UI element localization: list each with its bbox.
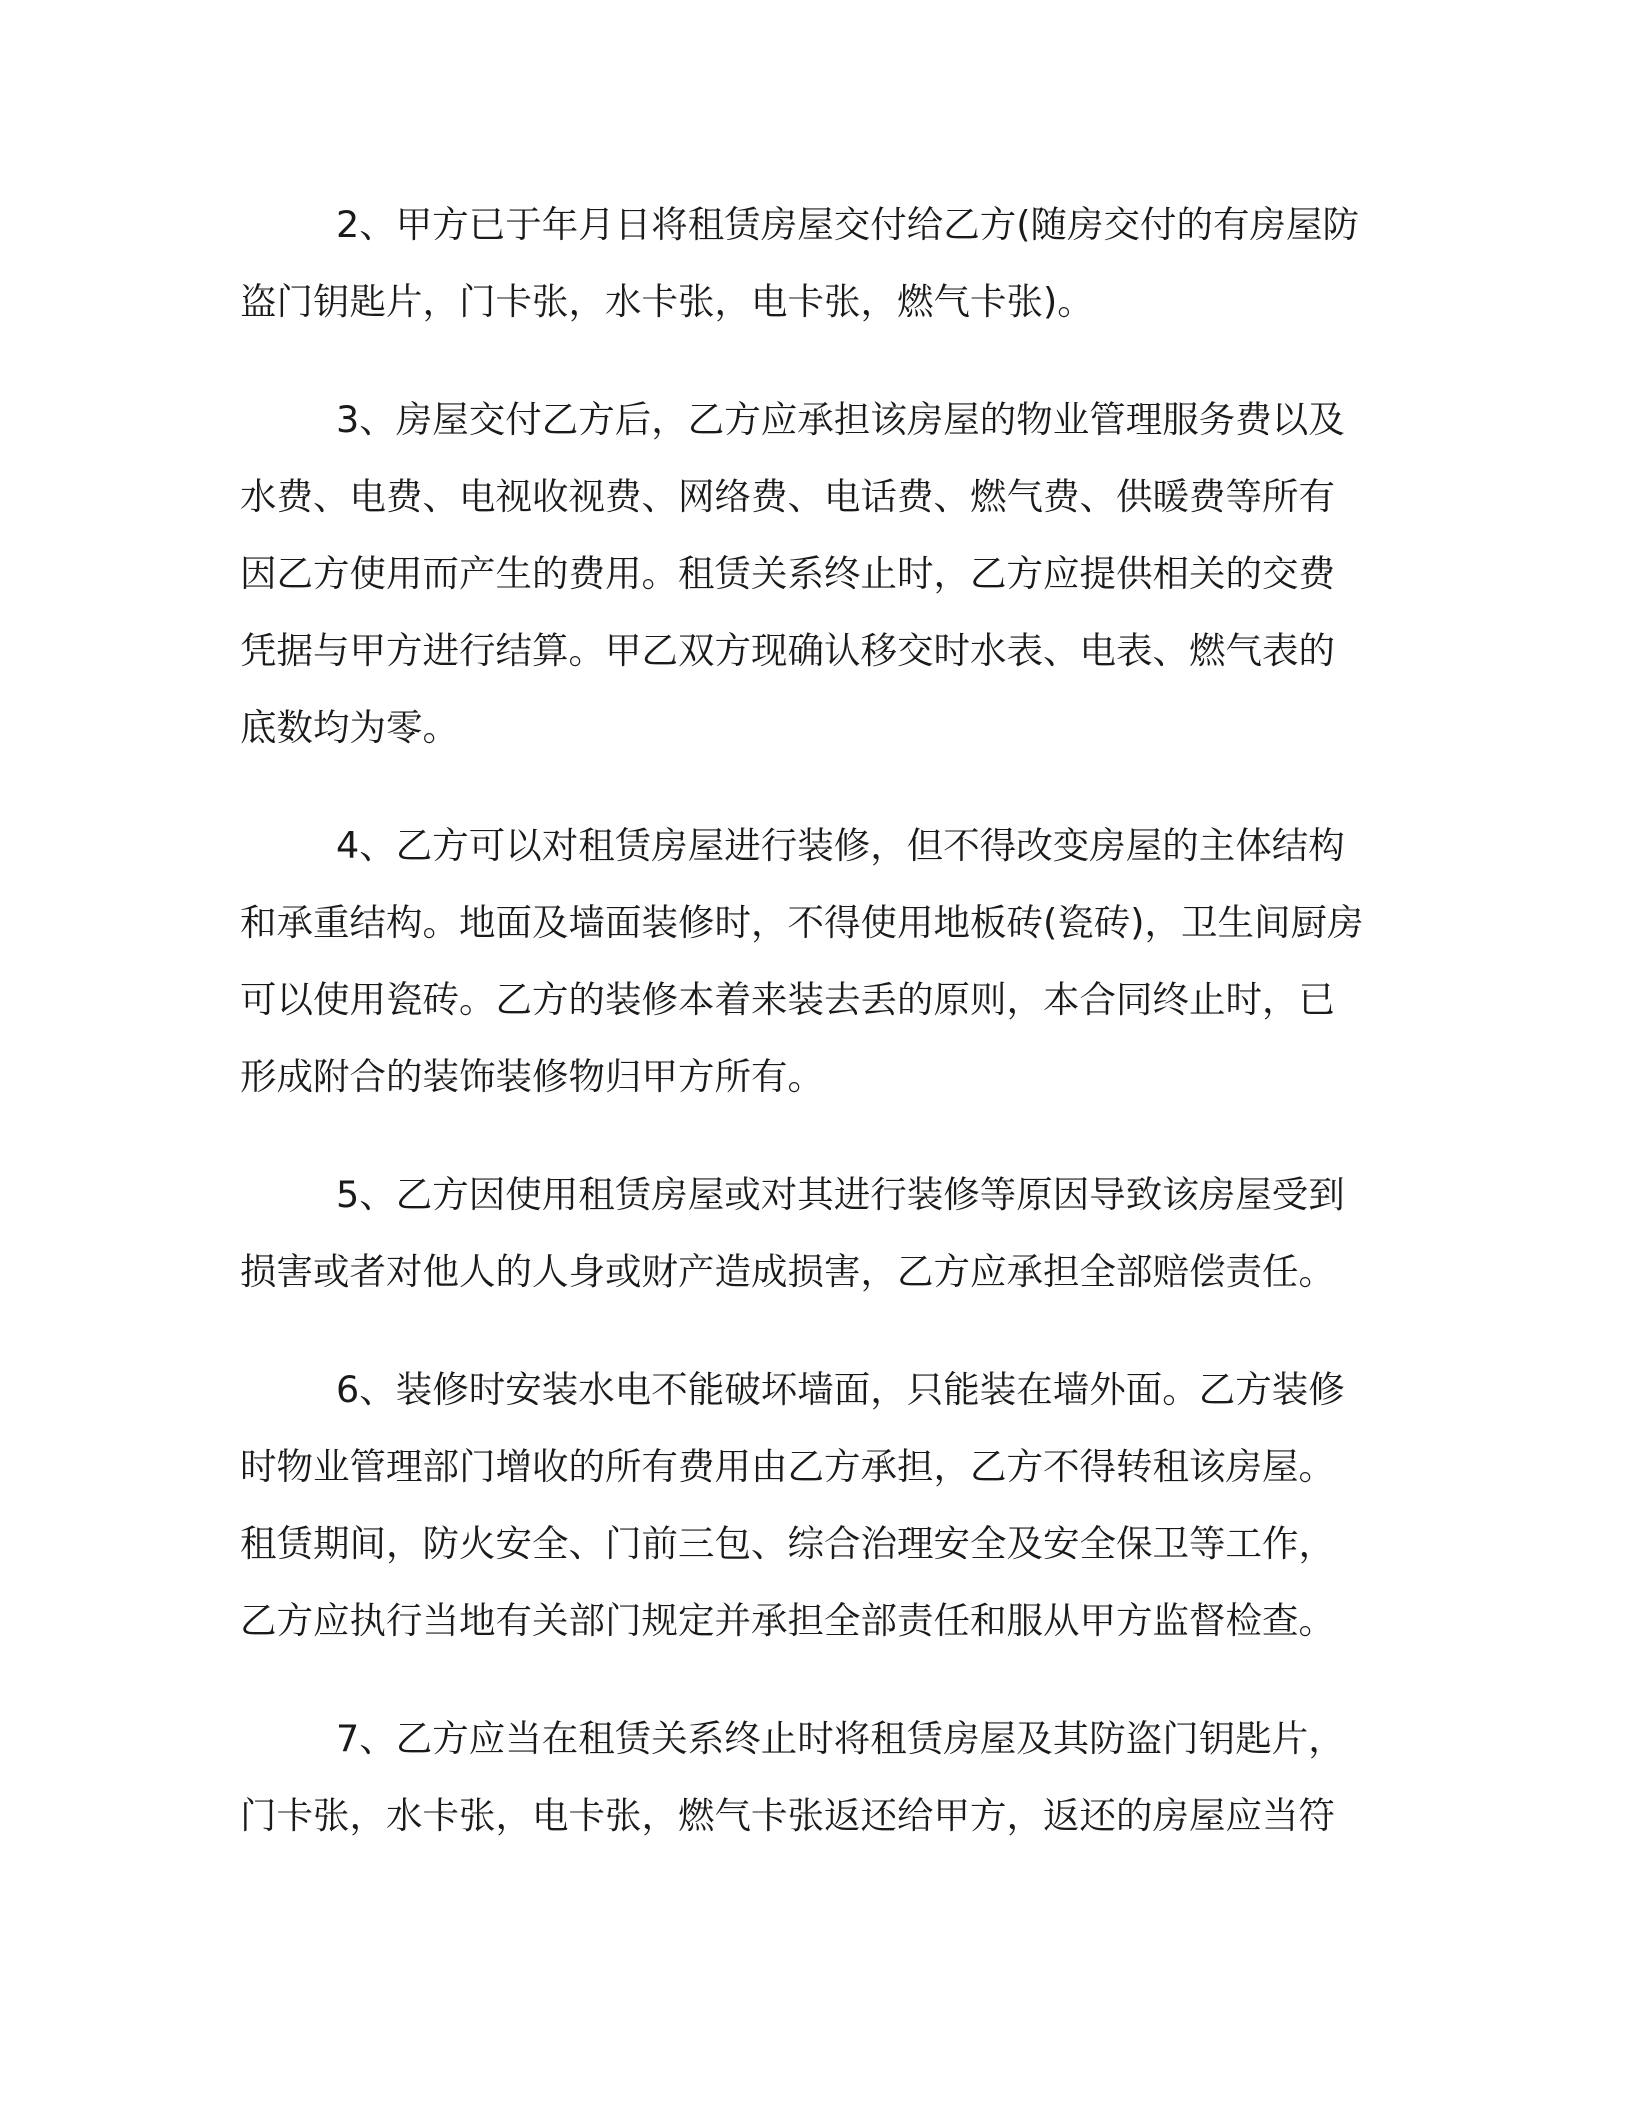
document-page [240, 186, 1400, 1895]
text-line: 租赁期间，防火安全、门前三包、综合治理安全及安全保卫等工作， [240, 1522, 1335, 1565]
text-line: 3、房屋交付乙方后，乙方应承担该房屋的物业管理服务费以及 [336, 398, 1345, 441]
clause-5 [240, 1156, 1400, 1310]
text-line: 6、装修时安装水电不能破坏墙面，只能装在墙外面。乙方装修 [336, 1368, 1345, 1411]
clause-2 [240, 186, 1400, 340]
text-line: 4、乙方可以对租赁房屋进行装修，但不得改变房屋的主体结构 [336, 824, 1345, 867]
text-line: 可以使用瓷砖。乙方的装修本着来装去丢的原则，本合同终止时，已 [240, 978, 1335, 1021]
text-line: 2、甲方已于年月日将租赁房屋交付给乙方(随房交付的有房屋防 [336, 203, 1359, 246]
clause-3 [240, 381, 1400, 766]
text-line: 5、乙方因使用租赁房屋或对其进行装修等原因导致该房屋受到 [336, 1173, 1345, 1216]
text-line: 盗门钥匙片，门卡张，水卡张，电卡张，燃气卡张)。 [240, 280, 1094, 323]
text-line: 损害或者对他人的人身或财产造成损害，乙方应承担全部赔偿责任。 [240, 1250, 1335, 1293]
text-line: 底数均为零。 [240, 706, 459, 749]
text-line: 时物业管理部门增收的所有费用由乙方承担，乙方不得转租该房屋。 [240, 1445, 1335, 1488]
text-line: 因乙方使用而产生的费用。租赁关系终止时，乙方应提供相关的交费 [240, 552, 1335, 595]
text-line: 凭据与甲方进行结算。甲乙双方现确认移交时水表、电表、燃气表的 [240, 629, 1335, 672]
text-line: 形成附合的装饰装修物归甲方所有。 [240, 1055, 824, 1098]
text-line: 和承重结构。地面及墙面装修时，不得使用地板砖(瓷砖)，卫生间厨房 [240, 901, 1364, 944]
text-line: 门卡张，水卡张，电卡张，燃气卡张返还给甲方，返还的房屋应当符 [240, 1794, 1335, 1837]
clause-6 [240, 1351, 1400, 1659]
clause-4 [240, 807, 1400, 1115]
text-line: 乙方应执行当地有关部门规定并承担全部责任和服从甲方监督检查。 [240, 1599, 1335, 1642]
text-line: 7、乙方应当在租赁关系终止时将租赁房屋及其防盗门钥匙片， [336, 1717, 1345, 1760]
clause-7 [240, 1700, 1400, 1854]
text-line: 水费、电费、电视收视费、网络费、电话费、燃气费、供暖费等所有 [240, 475, 1335, 518]
